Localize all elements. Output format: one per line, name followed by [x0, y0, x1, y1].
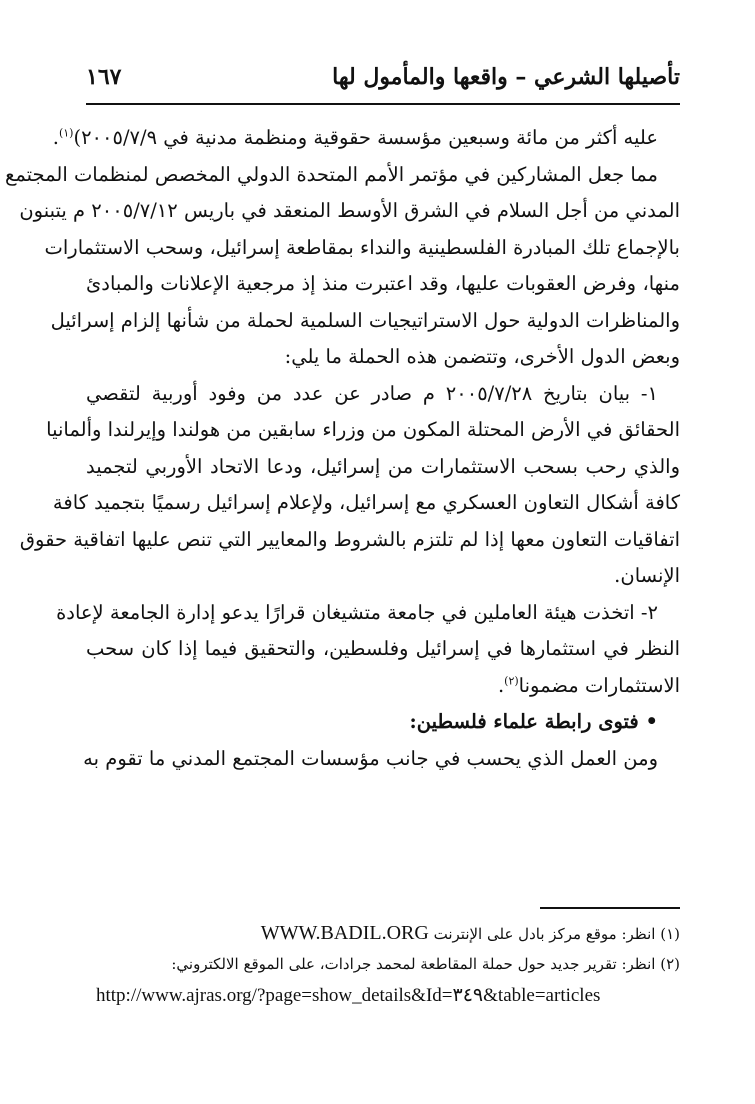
list-item-1: ١- بيان بتاريخ ٢٠٠٥/٧/٢٨ م صادر عن عدد من وفود أوربية لتقصي — [86, 381, 658, 405]
body-line: ومن العمل الذي يحسب في جانب مؤسسات المجتمع المدني ما تقوم به — [83, 746, 658, 770]
footnote-1: (١) انظر: موقع مركز بادل على الإنترنت WWW.BADIL.ORG — [260, 922, 680, 944]
body-line: كافة أشكال التعاون العسكري مع إسرائيل، ولإعلام إسرائيل رسميًا بتجميد كافة — [52, 491, 680, 514]
body-line: الحقائق في الأرض المحتلة المكون من وزراء سابقين من هولندا وإيرلندا وألمانيا — [46, 418, 680, 441]
footnote-2: (٢) انظر: تقرير جديد حول حملة المقاطعة لمحمد جرادات، على الموقع الالكتروني: — [171, 955, 680, 973]
body-line: الإنسان. — [614, 564, 680, 587]
page-number: ١٦٧ — [86, 64, 122, 90]
body-line: والمناظرات الدولية حول الاستراتيجيات السلمية لحملة من شأنها إلزام إسرائيل — [50, 308, 680, 332]
header-divider — [86, 103, 680, 105]
section-heading: • فتوى رابطة علماء فلسطين: — [409, 710, 658, 733]
body-line: بالإجماع تلك المبادرة الفلسطينية والنداء بمقاطعة إسرائيل، وسحب الاستثمارات — [44, 235, 680, 259]
body-line: مما جعل المشاركين في مؤتمر الأمم المتحدة الدولي المخصص لمنظمات المجتمع — [5, 162, 658, 186]
body-line: والذي رحب بسحب الاستثمارات من إسرائيل، ودعا الاتحاد الأوربي لتجميد — [86, 454, 680, 478]
footnotes — [96, 918, 680, 1011]
header-title: تأصيلها الشرعي – واقعها والمأمول لها — [332, 64, 680, 90]
footnote-2-link[interactable]: http://www.ajras.org/?page=show_details&Id=٣٤٩&table=articles — [96, 985, 601, 1006]
running-header — [86, 58, 680, 98]
body-text — [5, 120, 680, 777]
footnote-divider — [540, 907, 680, 909]
footnote-ref-2[interactable]: (٢) — [504, 674, 519, 687]
footnote-1-link[interactable]: WWW.BADIL.ORG — [260, 922, 429, 944]
body-line: اتفاقيات التعاون معها إذا لم تلتزم بالشروط والمعايير التي تنص عليها اتفاقية حقوق — [19, 527, 680, 551]
body-line: منها، وفرض العقوبات عليها، وقد اعتبرت منذ إذ مرجعية الإعلانات والمبادئ — [86, 272, 680, 295]
body-line: عليه أكثر من مائة وسبعين مؤسسة حقوقية ومنظمة مدنية في ٢٠٠٥/٧/٩)$^{(١)}$. — [52, 126, 658, 149]
footnote-ref-1[interactable]: (١) — [58, 126, 74, 140]
body-line: النظر في استثمارها في إسرائيل وفلسطين، والتحقيق فيما إذا كان سحب — [86, 637, 680, 660]
body-line: وبعض الدول الأخرى، وتتضمن هذه الحملة ما يلي: — [284, 345, 680, 368]
list-item-2: ٢- اتخذت هيئة العاملين في جامعة متشيغان قرارًا يدعو إدارة الجامعة لإعادة — [56, 600, 658, 624]
body-line: المدني من أجل السلام في الشرق الأوسط المنعقد في باريس ٢٠٠٥/٧/١٢ م يتبنون — [19, 199, 680, 222]
body-line: الاستثمارات مضمونا$^{(٢)}$. — [497, 673, 680, 697]
